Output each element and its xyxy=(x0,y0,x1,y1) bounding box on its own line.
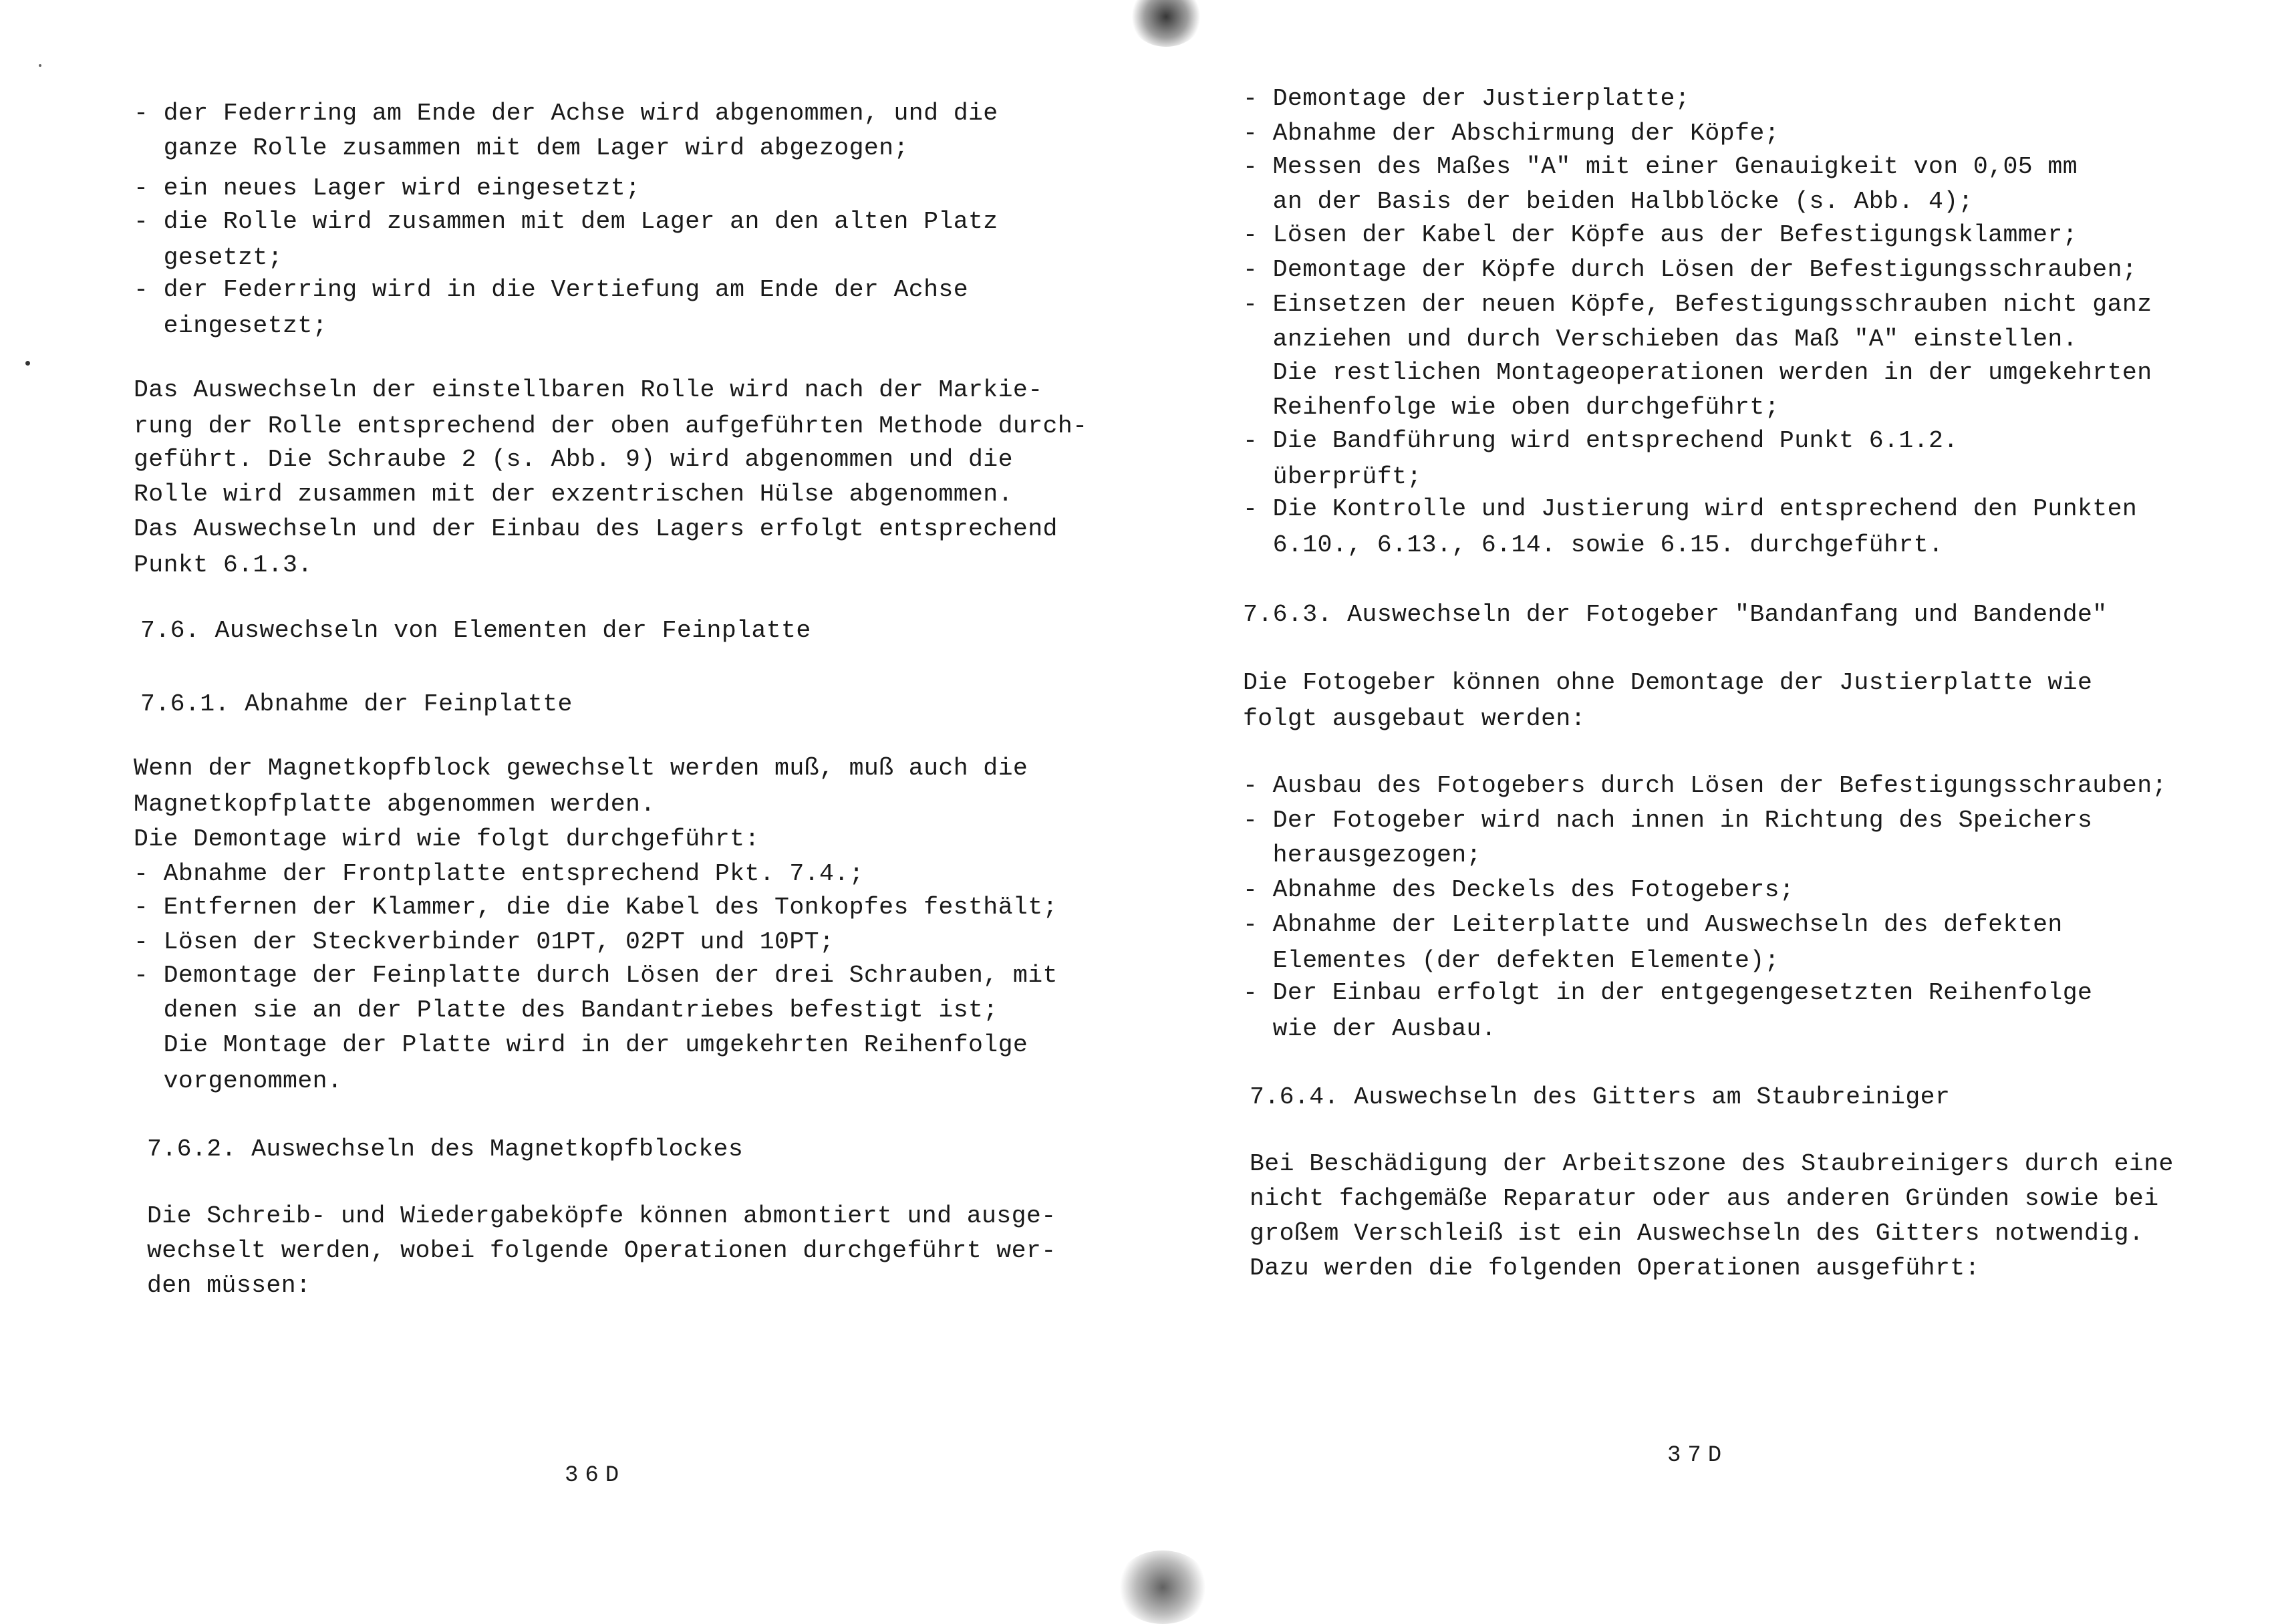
text-line: wie der Ausbau. xyxy=(1243,1015,1497,1043)
text-line: 6.10., 6.13., 6.14. sowie 6.15. durchgeführt. xyxy=(1243,531,1944,559)
text-line: Die Schreib- und Wiedergabeköpfe können abmontiert und ausge- xyxy=(147,1202,1056,1230)
page-number: 37D xyxy=(1667,1443,1729,1468)
text-line: - Einsetzen der neuen Köpfe, Befestigungsschrauben nicht ganz xyxy=(1243,291,2152,318)
text-line: eingesetzt; xyxy=(134,312,327,340)
text-line: - Abnahme der Leiterplatte und Auswechseln des defekten xyxy=(1243,911,2063,938)
scan-speck xyxy=(39,64,41,67)
text-line: geführt. Die Schraube 2 (s. Abb. 9) wird abgenommen und die xyxy=(134,446,1013,473)
text-line: an der Basis der beiden Halbblöcke (s. Abb. 4); xyxy=(1243,188,1973,215)
text-line: - Abnahme der Frontplatte entsprechend Pkt. 7.4.; xyxy=(134,860,864,888)
text-line: folgt ausgebaut werden: xyxy=(1243,705,1586,732)
text-line: - Lösen der Steckverbinder 01PT, 02PT und 10PT; xyxy=(134,928,835,956)
text-line: Bei Beschädigung der Arbeitszone des Staubreinigers durch eine xyxy=(1250,1150,2174,1178)
scan-speck xyxy=(25,361,30,366)
text-line: - Abnahme des Deckels des Fotogebers; xyxy=(1243,876,1795,904)
text-line: Dazu werden die folgenden Operationen ausgeführt: xyxy=(1250,1254,1980,1282)
text-line: - Demontage der Feinplatte durch Lösen der drei Schrauben, mit xyxy=(134,962,1058,989)
text-line: - ein neues Lager wird eingesetzt; xyxy=(134,174,641,202)
text-line: rung der Rolle entsprechend der oben aufgeführten Methode durch- xyxy=(134,412,1088,440)
text-line: Die Montage der Platte wird in der umgekehrten Reihenfolge xyxy=(134,1031,1028,1059)
text-line: - der Federring wird in die Vertiefung am Ende der Achse xyxy=(134,276,968,303)
text-line: herausgezogen; xyxy=(1243,841,1481,869)
section-heading-7-6-1: 7.6.1. Abnahme der Feinplatte xyxy=(140,690,573,718)
text-line: - Messen des Maßes "A" mit einer Genauigkeit von 0,05 mm xyxy=(1243,153,2078,180)
text-line: Elementes (der defekten Elemente); xyxy=(1243,947,1779,974)
text-line: vorgenommen. xyxy=(134,1067,343,1095)
text-line: Rolle wird zusammen mit der exzentrischen Hülse abgenommen. xyxy=(134,481,1013,508)
section-heading-7-6: 7.6. Auswechseln von Elementen der Feinplatte xyxy=(140,617,811,644)
scan-smudge-bottom xyxy=(1116,1550,1209,1624)
section-heading-7-6-2: 7.6.2. Auswechseln des Magnetkopfblockes xyxy=(147,1135,744,1163)
text-line: Die restlichen Montageoperationen werden in der umgekehrten xyxy=(1243,359,2152,386)
text-line: - Ausbau des Fotogebers durch Lösen der Befestigungsschrauben; xyxy=(1243,772,2167,799)
text-line: - Die Bandführung wird entsprechend Punkt 6.1.2. xyxy=(1243,427,1959,454)
text-line: - die Rolle wird zusammen mit dem Lager an den alten Platz xyxy=(134,208,998,235)
text-line: Die Fotogeber können ohne Demontage der Justierplatte wie xyxy=(1243,669,2093,696)
text-line: Das Auswechseln der einstellbaren Rolle wird nach der Markie- xyxy=(134,376,1043,404)
text-line: - Demontage der Justierplatte; xyxy=(1243,85,1691,112)
text-line: großem Verschleiß ist ein Auswechseln des Gitters notwendig. xyxy=(1250,1220,2144,1247)
text-line: nicht fachgemäße Reparatur oder aus anderen Gründen sowie bei xyxy=(1250,1185,2159,1212)
left-page xyxy=(134,0,1088,1602)
text-line: Die Demontage wird wie folgt durchgeführt: xyxy=(134,825,760,853)
section-heading-7-6-3: 7.6.3. Auswechseln der Fotogeber "Bandanfang und Bandende" xyxy=(1243,601,2108,628)
text-line: Reihenfolge wie oben durchgeführt; xyxy=(1243,394,1779,421)
text-line: denen sie an der Platte des Bandantriebes befestigt ist; xyxy=(134,996,998,1024)
scan-smudge-top xyxy=(1129,0,1203,47)
text-line: Wenn der Magnetkopfblock gewechselt werden muß, muß auch die xyxy=(134,755,1028,782)
text-line: - Lösen der Kabel der Köpfe aus der Befestigungsklammer; xyxy=(1243,221,2078,249)
text-line: - Demontage der Köpfe durch Lösen der Befestigungsschrauben; xyxy=(1243,256,2138,283)
text-line: - Die Kontrolle und Justierung wird entsprechend den Punkten xyxy=(1243,495,2138,523)
section-heading-7-6-4: 7.6.4. Auswechseln des Gitters am Staubreiniger xyxy=(1250,1083,1951,1111)
text-line: - Der Einbau erfolgt in der entgegengesetzten Reihenfolge xyxy=(1243,979,2093,1006)
text-line: den müssen: xyxy=(147,1272,311,1299)
text-line: - der Federring am Ende der Achse wird abgenommen, und die xyxy=(134,100,998,127)
text-line: - Entfernen der Klammer, die die Kabel des Tonkopfes festhält; xyxy=(134,894,1058,921)
text-line: anziehen und durch Verschieben das Maß "A" einstellen. xyxy=(1243,325,2078,353)
page-number: 36D xyxy=(565,1463,626,1488)
text-line: Punkt 6.1.3. xyxy=(134,551,313,579)
text-line: - Abnahme der Abschirmung der Köpfe; xyxy=(1243,120,1779,147)
text-line: Das Auswechseln und der Einbau des Lagers erfolgt entsprechend xyxy=(134,515,1058,543)
text-line: - Der Fotogeber wird nach innen in Richtung des Speichers xyxy=(1243,807,2093,834)
text-line: Magnetkopfplatte abgenommen werden. xyxy=(134,791,656,818)
text-line: wechselt werden, wobei folgende Operationen durchgeführt wer- xyxy=(147,1237,1056,1264)
text-line: ganze Rolle zusammen mit dem Lager wird abgezogen; xyxy=(134,134,909,162)
text-line: überprüft; xyxy=(1243,463,1422,491)
text-line: gesetzt; xyxy=(134,244,283,271)
right-page xyxy=(1243,0,2232,1602)
